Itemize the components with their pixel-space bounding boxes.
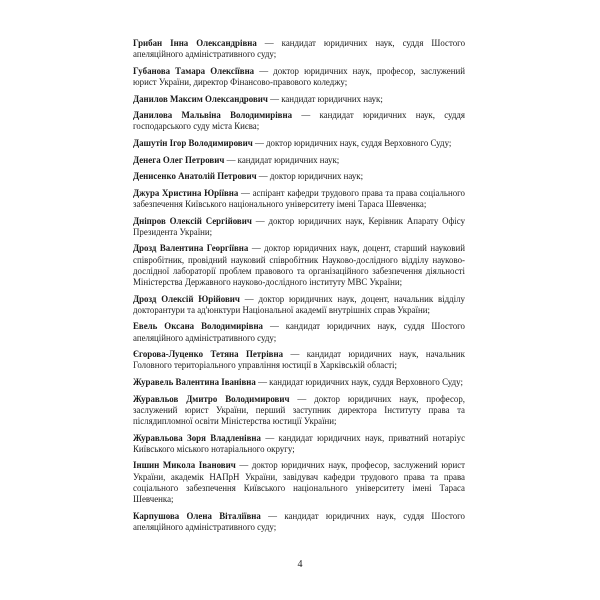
contributor-description: — доктор юридичних наук, суддя Верховного Суду; [254, 137, 452, 148]
contributors-list [133, 38, 465, 538]
contributor-description: — кандидат юридичних наук, суддя Шостого апеляційного адміністративного суду; [133, 38, 466, 60]
contributor-entry [133, 66, 465, 88]
contributor-description: — кандидат юридичних наук, суддя Верховного Суду; [258, 376, 463, 387]
contributor-entry [133, 460, 465, 505]
contributor-description: — кандидат юридичних наук; [226, 154, 340, 165]
contributor-name: Єгорова-Луценко Тетяна Петрівна [133, 349, 284, 360]
contributor-name: Денега Олег Петрович [133, 154, 225, 165]
contributor-description: — доктор юридичних наук, доцент, начальник відділу докторантури та ад'юнктури Національної академії внутрішніх справ України; [133, 293, 465, 315]
contributor-entry [133, 138, 465, 149]
contributor-name: Дашутін Ігор Володимирович [133, 137, 253, 148]
contributor-description: — кандидат юридичних наук, суддя господарського суду міста Києва; [133, 110, 466, 132]
contributor-name: Данилов Максим Олександрович [133, 93, 268, 104]
contributor-entry [133, 377, 465, 388]
contributor-entry [133, 188, 465, 210]
contributor-entry [133, 216, 465, 238]
contributor-entry [133, 110, 465, 132]
contributor-description: — доктор юридичних наук, професор, заслужений юрист України, академік НАПрН України, завідувач кафедри трудового права та права соціального забезпечення Київського національного університету імені Тараса Шевченка; [133, 460, 466, 504]
contributor-description: — аспірант кафедри трудового права та права соціального забезпечення Київського національного університету імені Тараса Шевченка; [133, 187, 465, 209]
contributor-description: — кандидат юридичних наук, начальник Головного територіального управління юстиції в Харківській області; [133, 349, 465, 371]
page-number: 4 [297, 559, 303, 570]
contributor-name: Іншин Микола Іванович [133, 460, 236, 471]
contributor-entry [133, 294, 465, 316]
contributor-name: Дрозд Валентина Георгіївна [133, 243, 249, 254]
contributor-name: Дніпров Олексій Сергійович [133, 215, 252, 226]
contributor-entry [133, 155, 465, 166]
contributor-entry [133, 243, 465, 288]
contributor-entry [133, 321, 465, 343]
contributor-description: — кандидат юридичних наук, суддя Шостого апеляційного адміністративного суду; [133, 510, 465, 532]
contributor-entry [133, 38, 465, 60]
contributor-entry [133, 394, 465, 428]
contributor-entry [133, 171, 465, 182]
contributor-entry [133, 349, 465, 371]
contributor-name: Журавльов Дмитро Володимирович [133, 393, 290, 404]
contributor-entry [133, 94, 465, 105]
contributor-name: Журавель Валентина Іванівна [133, 376, 256, 387]
contributor-name: Грибан Інна Олександрівна [133, 38, 257, 48]
contributor-name: Журавльова Зоря Владленівна [133, 432, 261, 443]
contributor-name: Данилова Мальвіна Володимирівна [133, 110, 293, 121]
contributor-description: — доктор юридичних наук, Керівник Апарату Офісу Президента України; [133, 215, 466, 237]
contributor-entry [133, 511, 465, 533]
contributor-entry [133, 433, 465, 455]
contributor-name: Губанова Тамара Олексіївна [133, 65, 255, 76]
contributor-name: Карпушова Олена Віталіївна [133, 510, 261, 521]
contributor-description: — доктор юридичних наук; [258, 171, 364, 182]
contributor-name: Евель Оксана Володимирівна [133, 321, 263, 332]
contributor-description: — кандидат юридичних наук, приватний нотаріус Київського міського нотаріального округу; [133, 432, 466, 454]
contributor-description: — кандидат юридичних наук, суддя Шостого апеляційного адміністративного суду; [133, 321, 465, 343]
contributor-description: — доктор юридичних наук, доцент, старший науковий співробітник, провідний науковий співробітник Науково-дослідного відділу науково-дослідної лабораторії проблем правового та організаційного забезпечення діяльності Міністерства Державного науково-дослідного інституту МВС України; [133, 243, 465, 287]
contributor-name: Денисенко Анатолій Петрович [133, 171, 257, 182]
contributor-name: Дрозд Олексій Юрійович [133, 293, 240, 304]
contributor-description: — доктор юридичних наук, професор, заслужений юрист України, директор Фінансово-правового коледжу; [133, 65, 465, 87]
contributor-description: — кандидат юридичних наук; [270, 93, 383, 104]
contributor-name: Джура Христина Юріївна [133, 187, 239, 198]
contributor-description: — доктор юридичних наук, професор, заслужений юрист України, перший заступник директора Інституту права та післядипломної освіти Міністерства юстиції України; [133, 393, 466, 426]
